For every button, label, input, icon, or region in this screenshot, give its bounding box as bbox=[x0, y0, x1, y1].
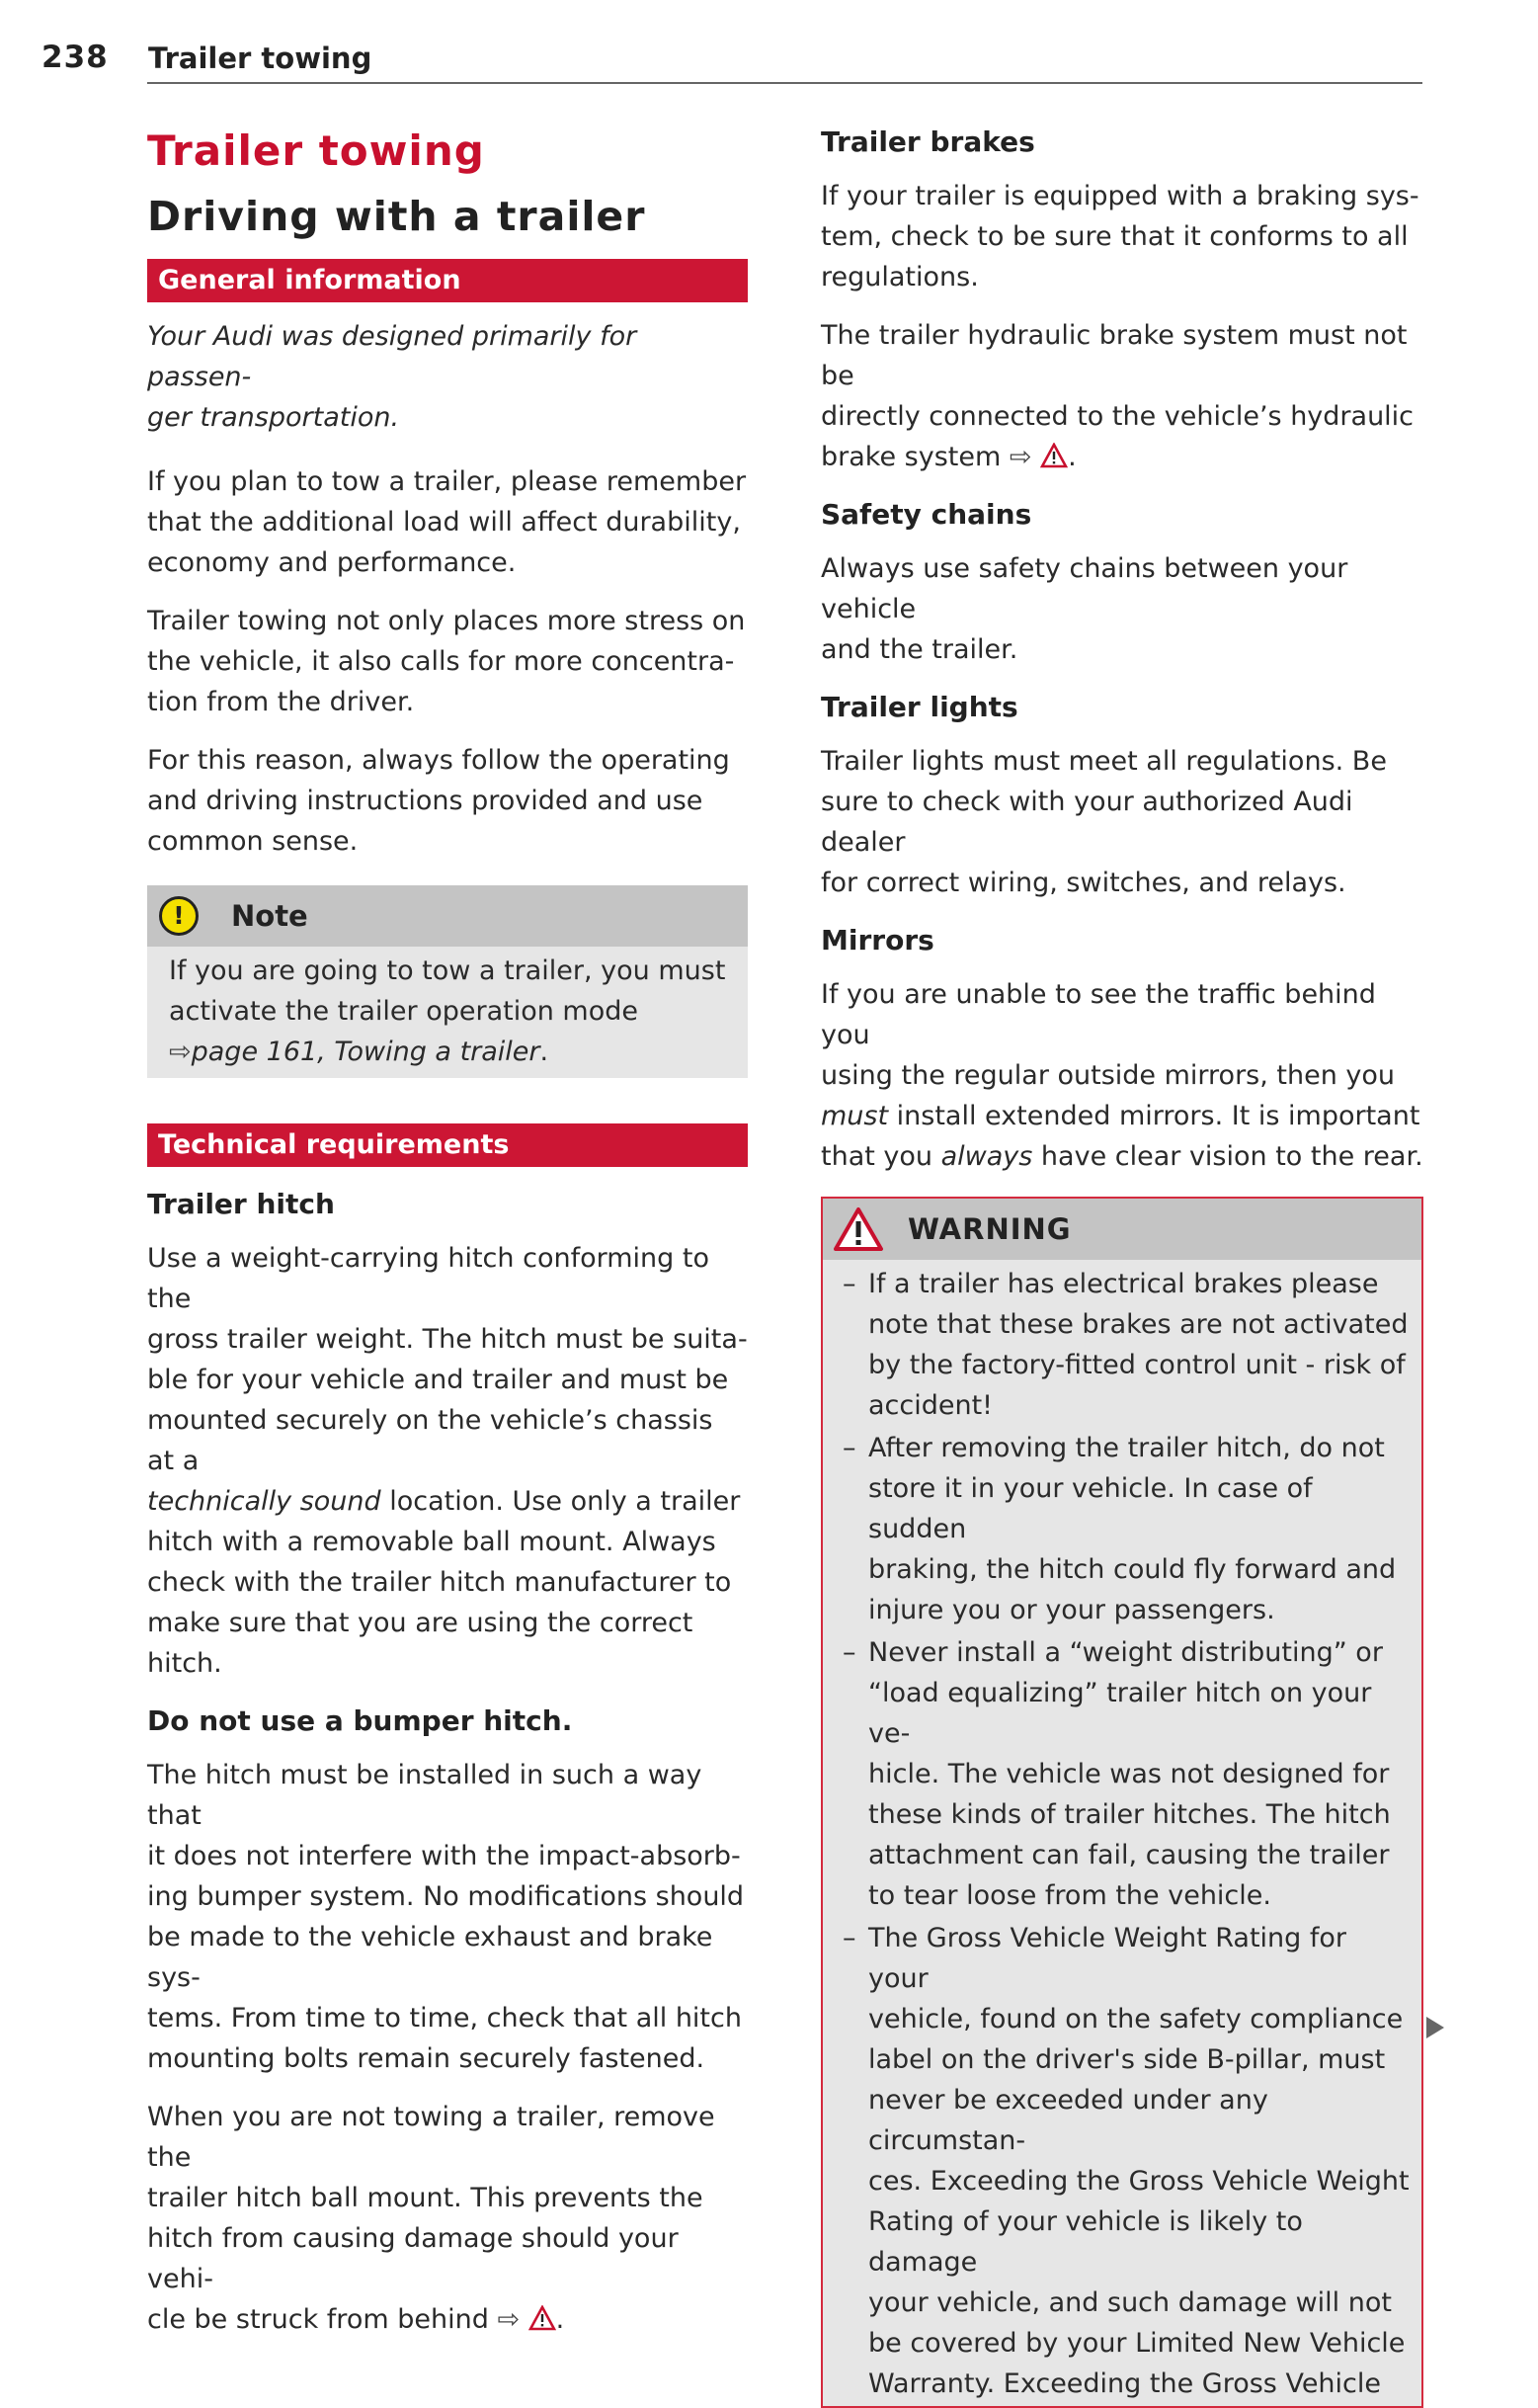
page-reference-link[interactable]: page 161, Towing a trailer bbox=[191, 1037, 540, 1067]
right-column bbox=[821, 117, 1423, 2408]
trailer-brakes-heading: Trailer brakes bbox=[821, 125, 1035, 158]
mirrors-heading: Mirrors bbox=[821, 924, 934, 956]
warning-box bbox=[821, 1197, 1423, 2408]
remove-ball-mount-paragraph: When you are not towing a trailer, remove the trailer hitch ball mount. This prevents the hitch from causing damage should your vehi- cle be struck from behind ⇨ . bbox=[147, 2102, 715, 2335]
safety-chains-paragraph: Always use safety chains between your vehicle and the trailer. bbox=[821, 553, 1348, 665]
paragraph-tow-load: If you plan to tow a trailer, please remember that the additional load will affect durability, economy and performance. bbox=[147, 466, 747, 578]
note-body: If you are going to tow a trailer, you must activate the trailer operation mode ⇨page 161, Towing a trailer. bbox=[169, 955, 726, 1067]
warning-triangle-icon[interactable] bbox=[528, 2305, 556, 2331]
warning-triangle-icon bbox=[833, 1206, 884, 1252]
chapter-title: Trailer towing bbox=[147, 126, 485, 175]
warning-list bbox=[823, 1260, 1421, 2404]
warning-label: WARNING bbox=[908, 1212, 1072, 1246]
continue-next-page-icon[interactable] bbox=[1426, 2017, 1444, 2038]
arrow-right-icon: ⇨ bbox=[1009, 442, 1032, 472]
warning-triangle-icon[interactable] bbox=[1040, 443, 1068, 468]
paragraph-tow-stress: Trailer towing not only places more stress on the vehicle, it also calls for more concentra- tion from the driver. bbox=[147, 606, 746, 717]
general-information-bar: General information bbox=[147, 259, 748, 302]
list-item: – After removing the trailer hitch, do not store it in your vehicle. In case of sudden braking, the hitch could fly forward and injure you or your passengers. bbox=[843, 1428, 1410, 1630]
note-label: Note bbox=[231, 899, 308, 933]
trailer-brakes-paragraph-2: The trailer hydraulic brake system must not be directly connected to the vehicle’s hydraulic brake system ⇨ . bbox=[821, 320, 1415, 472]
trailer-lights-paragraph: Trailer lights must meet all regulations. Be sure to check with your authorized Audi dealer for correct wiring, switches, and relays. bbox=[821, 746, 1387, 898]
safety-chains-heading: Safety chains bbox=[821, 498, 1032, 531]
header-section-title: Trailer towing bbox=[148, 42, 372, 75]
note-box bbox=[147, 885, 748, 1078]
header-divider bbox=[147, 82, 1422, 84]
note-header bbox=[147, 885, 748, 947]
mirrors-paragraph: If you are unable to see the traffic behind you using the regular outside mirrors, then you must install extended mirrors. It is important that you always have clear vision to the rear. bbox=[821, 979, 1423, 1172]
bumper-hitch-paragraph: The hitch must be installed in such a way that it does not interfere with the impact-absorb- ing bumper system. No modifications should be made to the vehicle exhaust and brake sys- tems. From time to time, check that all hitch mounting bolts remain securely fastened. bbox=[147, 1760, 745, 2074]
section-title: Driving with a trailer bbox=[147, 193, 646, 240]
trailer-hitch-heading: Trailer hitch bbox=[147, 1188, 335, 1220]
list-item: – The Gross Vehicle Weight Rating for your vehicle, found on the safety compliance label on the driver's side B-pillar, must never be exceeded under any circumstan- ces. Exceeding the Gross Vehicle Weight Rating of your vehicle is likely to damage your vehicle, and such damage will not be covered by your Limited New Vehicle Warranty. Exceeding the Gross Vehicle bbox=[843, 1918, 1410, 2404]
list-item: – If a trailer has electrical brakes please note that these brakes are not activated by the factory-fitted control unit - risk of accident! bbox=[843, 1264, 1410, 1426]
paragraph-common-sense: For this reason, always follow the operating and driving instructions provided and use common sense. bbox=[147, 745, 730, 857]
trailer-brakes-paragraph-1: If your trailer is equipped with a braking sys- tem, check to be sure that it conforms to all regulations. bbox=[821, 181, 1419, 292]
trailer-hitch-paragraph: Use a weight-carrying hitch conforming to the gross trailer weight. The hitch must be suita- ble for your vehicle and trailer and must be mounted securely on the vehicle’s chassis at a technically sound location. Use only a trailer hitch with a removable ball mount. Always check with the trailer hitch manufacturer to make sure that you are using the correct hitch. bbox=[147, 1243, 748, 1679]
arrow-right-icon: ⇨ bbox=[169, 1037, 192, 1067]
technical-requirements-bar: Technical requirements bbox=[147, 1123, 748, 1167]
bumper-hitch-heading: Do not use a bumper hitch. bbox=[147, 1704, 573, 1737]
list-item: – Never install a “weight distributing” or “load equalizing” trailer hitch on your ve- hicle. The vehicle was not designed for these kinds of trailer hitches. The hitch attachment can fail, causing the trailer to tear loose from the vehicle. bbox=[843, 1632, 1410, 1916]
page-number: 238 bbox=[41, 40, 109, 75]
intro-paragraph: Your Audi was designed primarily for passen- ger transportation. bbox=[147, 321, 637, 433]
left-column bbox=[147, 117, 748, 2358]
arrow-right-icon: ⇨ bbox=[497, 2304, 521, 2335]
exclamation-circle-icon: ! bbox=[159, 896, 199, 936]
page-header bbox=[41, 38, 1422, 85]
trailer-lights-heading: Trailer lights bbox=[821, 691, 1018, 723]
warning-header bbox=[823, 1199, 1421, 1260]
